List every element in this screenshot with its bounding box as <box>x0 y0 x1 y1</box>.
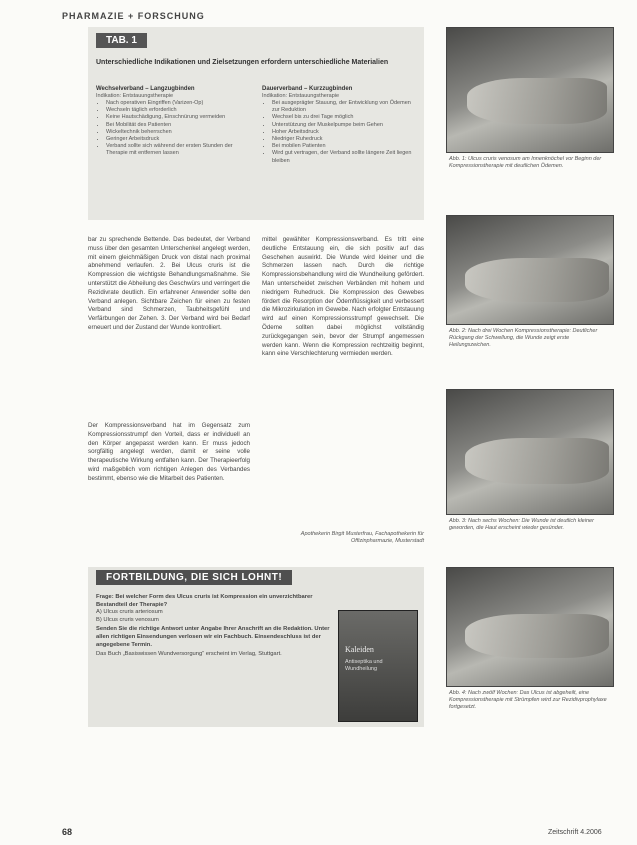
quiz-prize: Das Buch „Basiswissen Wundversorgung“ erscheint im Verlag, Stuttgart. <box>96 651 282 658</box>
list-item: • Nach operativen Eingriffen (Varizen-Op) <box>106 100 254 107</box>
left-column-list <box>96 100 254 158</box>
quiz-option-b: B) Ulcus cruris venosum <box>96 616 159 623</box>
table-left-column <box>96 85 254 158</box>
wound-photo-4 <box>446 567 614 687</box>
author-credit: Apothekerin Birgit Musterfrau, Fachapothekerin für Offizinpharmazie, Musterstadt <box>300 531 424 544</box>
right-column-head: Dauerverband – Kurzzugbinden <box>262 86 353 92</box>
list-item: • Bei Mobilität des Patienten <box>106 122 254 129</box>
list-item: • Bei mobilen Patienten <box>272 143 418 150</box>
book-subtitle: Antiseptika und Wundheilung <box>345 659 383 672</box>
table-right-column <box>262 85 418 165</box>
right-column-list <box>262 100 418 165</box>
book-cover <box>338 610 418 722</box>
list-item: • Hoher Arbeitsdruck <box>272 129 418 136</box>
quiz-instructions: Senden Sie die richtige Antwort unter Angabe Ihrer Anschrift an die Redaktion. Unter allen richtigen Einsendungen verlosen wir ein Fachbuch. Einsendeschluss ist der angegebene Termin. <box>96 626 330 648</box>
photo-caption-3: Abb. 3: Nach sechs Wochen: Die Wunde ist deutlich kleiner geworden, die Haut erscheint wieder gesünder. <box>449 518 594 531</box>
quiz-option-a: A) Ulcus cruris arteriosum <box>96 609 163 616</box>
list-item: • Wird gut vertragen, der Verband sollte längere Zeit liegen bleiben <box>272 150 418 164</box>
right-column-sub: Indikation: Entstauungstherapie <box>262 93 340 99</box>
table-label: TAB. 1 <box>96 33 147 48</box>
list-item: • Geringer Arbeitsdruck <box>106 136 254 143</box>
wound-photo-2 <box>446 215 614 325</box>
list-item: • Niedriger Ruhedruck <box>272 136 418 143</box>
list-item: • Wechsel bis zu drei Tage möglich <box>272 114 418 121</box>
wound-photo-3 <box>446 389 614 515</box>
list-item: • Unterstützung der Muskelpumpe beim Gehen <box>272 122 418 129</box>
book-title: Kaleiden <box>345 645 374 654</box>
fortbildung-content <box>96 594 332 659</box>
list-item: • Verband sollte sich während der ersten Stunden der Therapie mit entfernen lassen <box>106 143 254 157</box>
table-title: Unterschiedliche Indikationen und Zielsetzungen erfordern unterschiedliche Materialien <box>96 59 389 66</box>
body-column-1b: Der Kompressionsverband hat im Gegensatz zum Kompressionsstrumpf den Vorteil, dass er individuell an den Körper angepasst werden kann. Er muss jedoch sorgfältig angelegt werden, damit er seine volle therapeutische Wirkung entfalten kann. Der Therapieerfolg wird maßgeblich vom richtigen Anlegen des Verbandes bestimmt, ebenso wie die Mitarbeit des Patienten. <box>88 422 250 482</box>
list-item: • Wechseln täglich erforderlich <box>106 107 254 114</box>
photo-caption-2: Abb. 2: Nach drei Wochen Kompressionstherapie: Deutlicher Rückgang der Schwellung, die Wunde zeigt erste Heilungszeichen. <box>449 328 598 348</box>
photo-caption-1: Abb. 1: Ulcus cruris venosum am Innenknöchel vor Beginn der Kompressionstherapie mit deutlichen Ödemen. <box>449 156 602 169</box>
footer-issue: Zeitschrift 4.2006 <box>548 829 602 836</box>
left-column-head: Wechselverband – Langzugbinden <box>96 86 195 92</box>
body-column-2: mittel gewählter Kompressionsverband. Es tritt eine deutliche Entstauung ein, die sich positiv auf das Geschehen auswirkt. Die Wunde wird kleiner und die Schmerzen lassen nach. Durch die richtige Kompressionsbehandlung wird die Wundheilung gefördert. Man unterscheidet zwischen Verbänden mit hohem und niedrigem Ruhedruck. Die Kompression des Gewebes fördert die Resorption der Ödemflüssigkeit und verbessert die Mikrozirkulation im Gewebe. Nach erfolgter Entstauung wird auf einen Kompressionsstrumpf gewechselt. Die Ödeme sollten dabei möglichst vollständig zurückgegangen sein, bevor der Strumpf angemessen werden kann. Wenn die Kompression rechtzeitig beginnt, kann eine Verschlechterung vermieden werden. <box>262 236 424 358</box>
quiz-question: Frage: Bei welcher Form des Ulcus cruris ist Kompression ein unverzichtbarer Bestandteil der Therapie? <box>96 594 313 608</box>
list-item: • Wickeltechnik beherrschen <box>106 129 254 136</box>
photo-caption-4: Abb. 4: Nach zwölf Wochen: Das Ulcus ist abgeheilt, eine Kompressionstherapie mit Strümpfen wird zur Rezidivprophylaxe fortgesetzt. <box>449 690 607 710</box>
page-number: 68 <box>62 827 73 837</box>
list-item: • Bei ausgeprägter Stauung, der Entwicklung von Ödemen zur Reduktion <box>272 100 418 114</box>
body-column-1a: bar zu sprechende Bettende. Das bedeutet, der Verband muss über den gesamten Unterschenkel angelegt werden, mit einem gleichmäßigen Druck von distal nach proximal abnehmend verlaufen. 2. Bei Ulcus cruris ist die Kompression die wichtigste Behandlungsmaßnahme. Sie unterstützt die Abheilung des Geschwürs und verringert die Rezidivrate deutlich. Ein erfahrener Anwender sollte den Verband anlegen. Sichtbare Zeichen für einen zu festen Verband sind Schmerzen, Taubheitsgefühl und Verfärbungen der Zehen. 3. Der Verband wird bei Bedarf erneuert und der Zustand der Wunde kontrolliert. <box>88 236 250 331</box>
fortbildung-label: FORTBILDUNG, DIE SICH LOHNT! <box>96 570 292 585</box>
left-column-sub: Indikation: Entstauungstherapie <box>96 93 174 99</box>
list-item: • Keine Hautschädigung, Einschnürung vermeiden <box>106 114 254 121</box>
wound-photo-1 <box>446 27 614 153</box>
section-header: PHARMAZIE + FORSCHUNG <box>62 11 205 21</box>
